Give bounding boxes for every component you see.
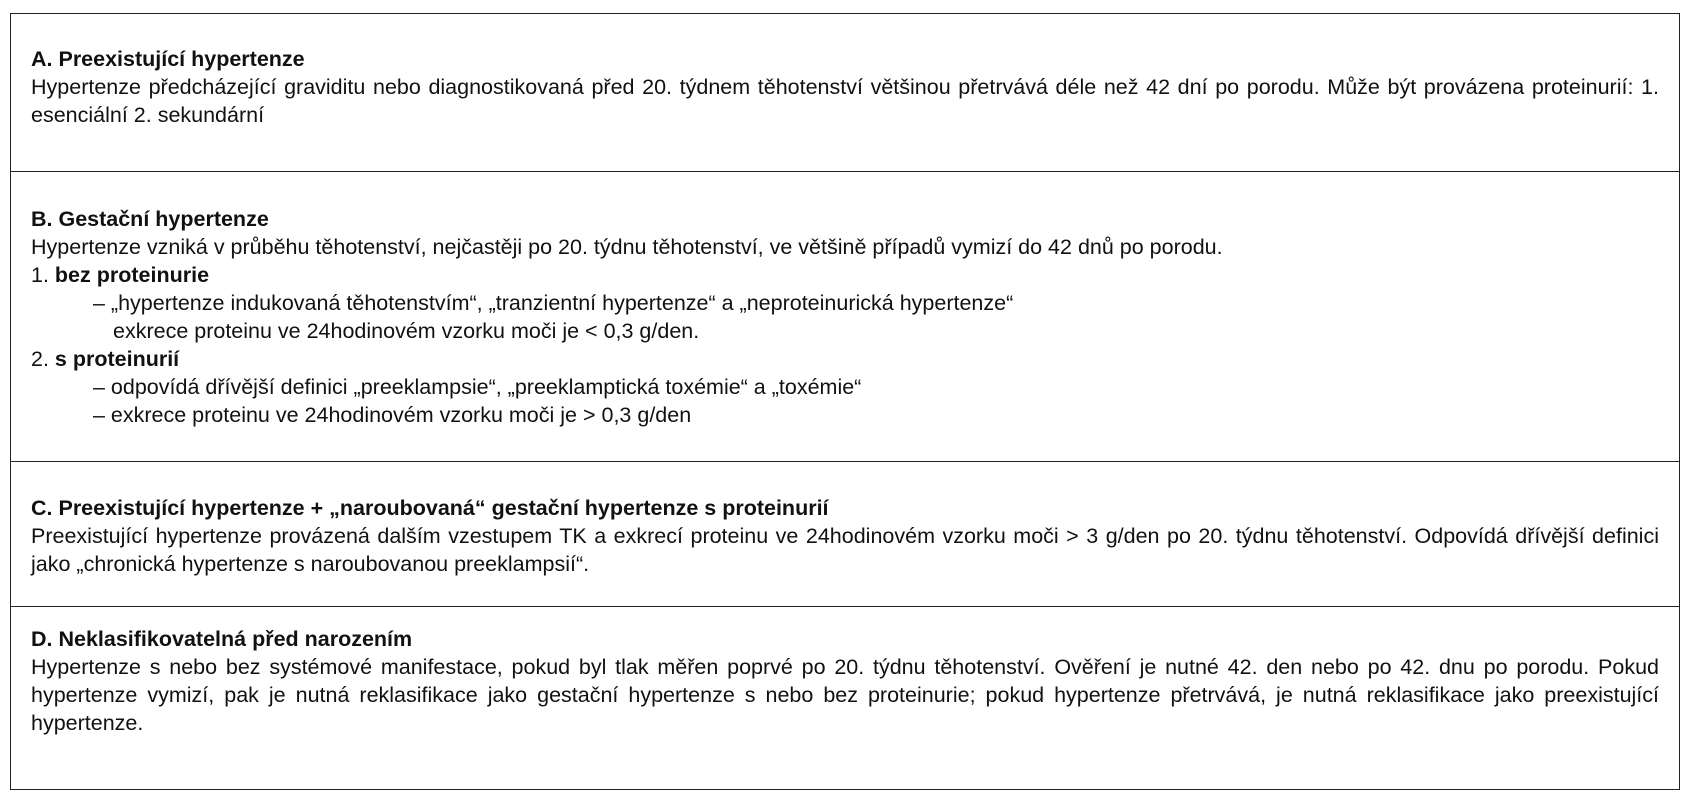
section-c	[11, 461, 1679, 606]
classification-table	[10, 13, 1680, 790]
section-b-item1	[31, 261, 1659, 289]
section-a	[11, 14, 1679, 171]
section-b-title: B. Gestační hypertenze	[31, 207, 269, 231]
section-b-item2-line2: – exkrece proteinu ve 24hodinovém vzorku moči je > 0,3 g/den	[93, 403, 692, 427]
section-b-item2-number: 2.	[31, 347, 49, 371]
section-b-item1-line1: – „hypertenze indukovaná těhotenstvím“, „tranzientní hypertenze“ a „neproteinurická hypertenze“	[93, 291, 1014, 315]
section-a-title: A. Preexistující hypertenze	[31, 47, 305, 71]
section-a-text: Hypertenze předcházející graviditu nebo diagnostikovaná před 20. týdnem těhotenství většinou přetrvává déle než 42 dní po porodu. Může být provázena proteinurií: 1. esenciální 2. sekundární	[31, 75, 1659, 127]
section-d	[11, 606, 1679, 789]
section-b-item2-label: s proteinurií	[54, 347, 180, 371]
section-b-text: Hypertenze vzniká v průběhu těhotenství, nejčastěji po 20. týdnu těhotenství, ve většině případů vymizí do 42 dnů po porodu.	[31, 235, 1223, 259]
section-b-item1-label: bez proteinurie	[54, 263, 210, 287]
section-b-item2-line1: – odpovídá dřívější definici „preeklampsie“, „preeklamptická toxémie“ a „toxémie“	[93, 375, 862, 399]
section-b-item1-number: 1.	[31, 263, 49, 287]
section-c-title: C. Preexistující hypertenze + „naroubovaná“ gestační hypertenze s proteinurií	[31, 496, 829, 520]
section-d-title: D. Neklasifikovatelná před narozením	[31, 627, 413, 651]
section-b	[11, 171, 1679, 461]
section-c-text: Preexistující hypertenze provázená dalším vzestupem TK a exkrecí proteinu ve 24hodinovém vzorku moči > 3 g/den po 20. týdnu těhotenství. Odpovídá dřívější definici jako „chronická hypertenze s naroubovanou preeklampsií“.	[31, 524, 1659, 576]
section-b-item1-line2: exkrece proteinu ve 24hodinovém vzorku moči je < 0,3 g/den.	[113, 319, 700, 343]
section-d-text: Hypertenze s nebo bez systémové manifestace, pokud byl tlak měřen poprvé po 20. týdnu těhotenství. Ověření je nutné 42. den nebo po 42. dnu po porodu. Pokud hypertenze vymizí, pak je nutná reklasifikace jako gestační hypertenze s nebo bez proteinurie; pokud hypertenze přetrvává, je nutná reklasifikace jako preexistující hypertenze.	[31, 655, 1659, 735]
section-b-item2	[31, 345, 1659, 373]
